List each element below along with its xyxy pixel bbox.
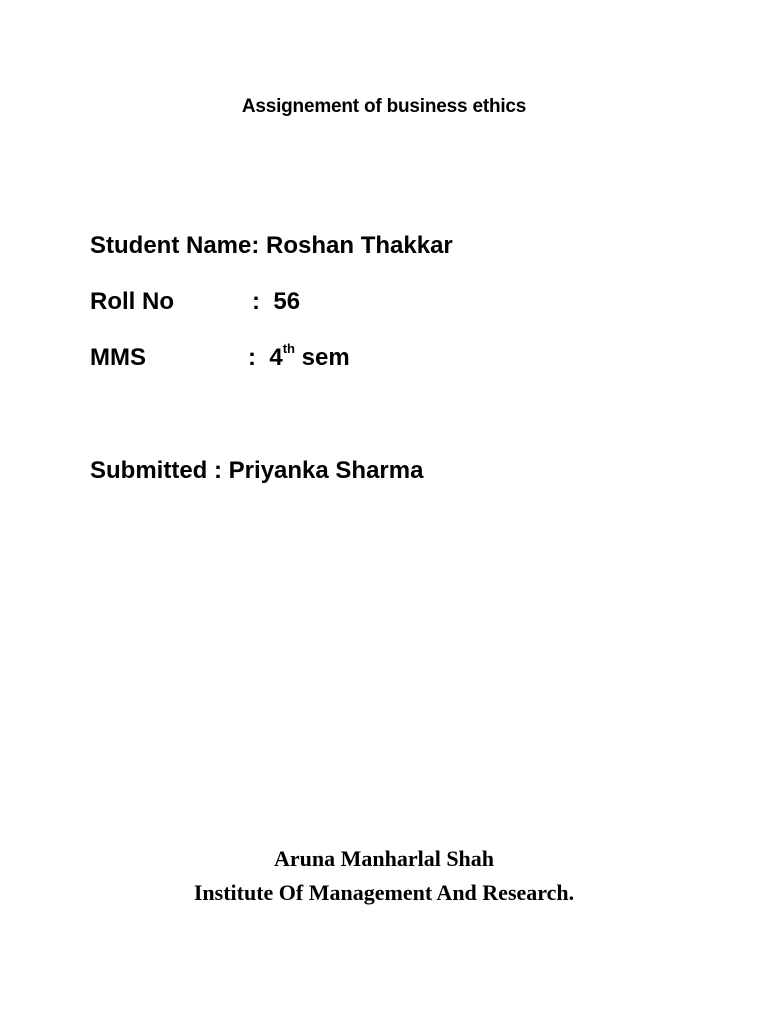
mms-semester-row	[90, 341, 350, 372]
submitted-label: Submitted :	[90, 457, 222, 484]
roll-number-row	[90, 288, 300, 316]
institute-name-line2: Institute Of Management And Research.	[193, 880, 575, 905]
submitted-to-row	[90, 457, 423, 485]
student-name-value: Roshan Thakkar	[266, 232, 453, 259]
semester-ordinal-suffix: th	[282, 341, 295, 356]
submitted-to-value: Priyanka Sharma	[228, 457, 424, 484]
student-name-label: Student Name:	[90, 232, 260, 259]
student-name-row	[90, 232, 453, 260]
document-heading: Assignement of business ethics	[241, 96, 527, 117]
mms-label: MMS	[90, 344, 146, 371]
mms-separator: :	[248, 344, 256, 371]
institute-name-line1: Aruna Manharlal Shah	[273, 846, 495, 871]
roll-number-separator: :	[252, 288, 260, 315]
roll-number-label: Roll No	[90, 288, 174, 315]
semester-word: sem	[301, 344, 350, 371]
semester-number: 4	[269, 344, 283, 371]
roll-number-value: 56	[273, 288, 301, 315]
